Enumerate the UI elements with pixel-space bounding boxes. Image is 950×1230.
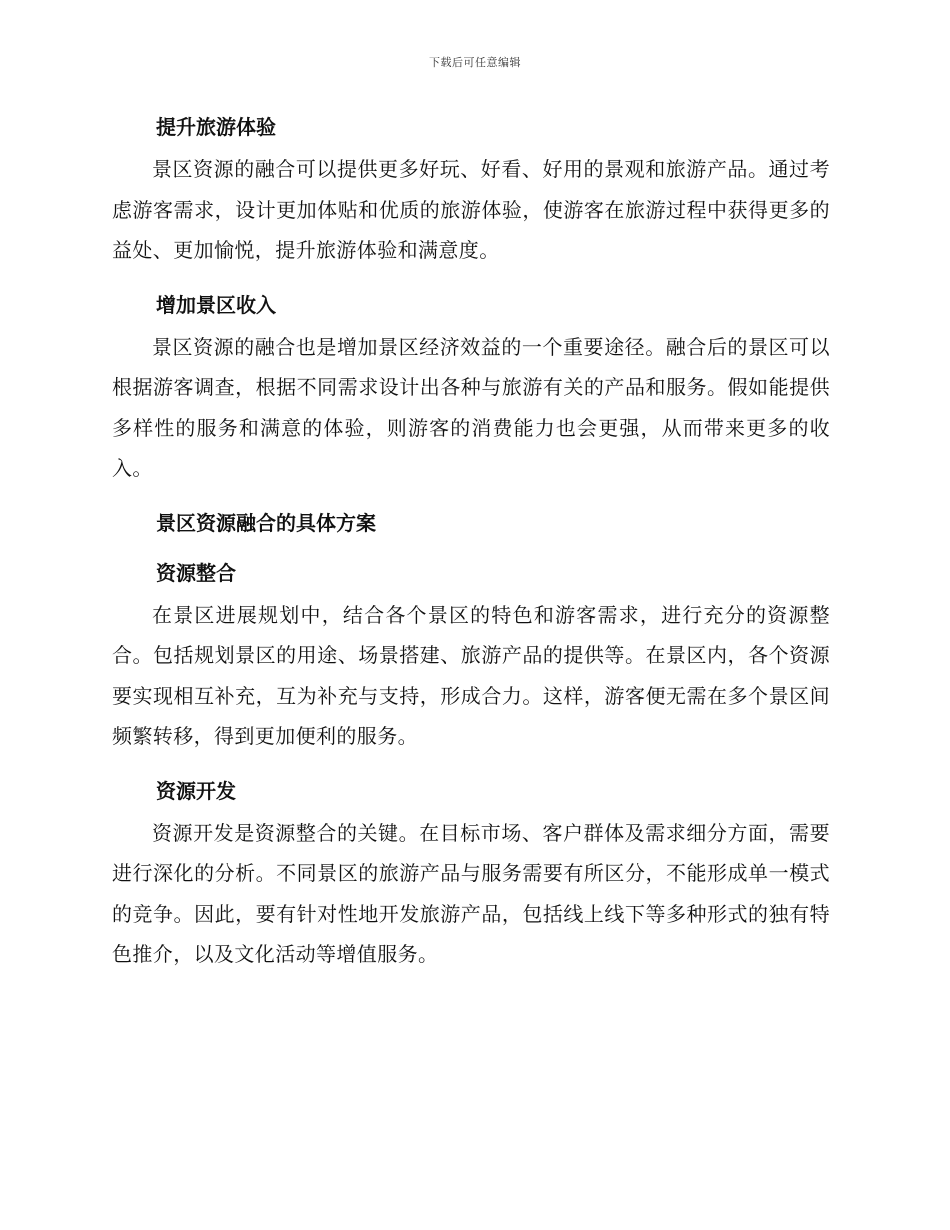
section-heading-resource-development: 资源开发 bbox=[156, 778, 236, 803]
paragraph-tourism-experience: 景区资源的融合可以提供更多好玩、好看、好用的景观和旅游产品。通过考虑游客需求，设计更加体贴和优质的旅游体验，使游客在旅游过程中获得更多的益处、更加愉悦，提升旅游体验和满意度。 bbox=[112, 157, 830, 262]
paragraph-increase-revenue: 景区资源的融合也是增加景区经济效益的一个重要途径。融合后的景区可以根据游客调查，根据不同需求设计出各种与旅游有关的产品和服务。假如能提供多样性的服务和满意的体验，则游客的消费能力也会更强，从而带来更多的收入。 bbox=[112, 334, 830, 480]
section-heading-fusion-plan: 景区资源融合的具体方案 bbox=[156, 510, 376, 535]
section-heading-tourism-experience: 提升旅游体验 bbox=[156, 115, 276, 139]
paragraph-resource-integration: 在景区进展规划中，结合各个景区的特色和游客需求，进行充分的资源整合。包括规划景区的用途、场景搭建、旅游产品的提供等。在景区内，各个资源要实现相互补充，互为补充与支持，形成合力。这样，游客便无需在多个景区间频繁转移，得到更加便利的服务。 bbox=[112, 602, 830, 748]
section-heading-resource-integration: 资源整合 bbox=[156, 560, 236, 585]
paragraph-resource-development: 资源开发是资源整合的关键。在目标市场、客户群体及需求细分方面，需要进行深化的分析。不同景区的旅游产品与服务需要有所区分，不能形成单一模式的竞争。因此，要有针对性地开发旅游产品，包括线上线下等多种形式的独有特色推介，以及文化活动等增值服务。 bbox=[112, 820, 830, 966]
section-heading-increase-revenue: 增加景区收入 bbox=[156, 292, 276, 317]
document-body bbox=[112, 105, 830, 987]
header-note: 下载后可任意编辑 bbox=[429, 56, 521, 69]
